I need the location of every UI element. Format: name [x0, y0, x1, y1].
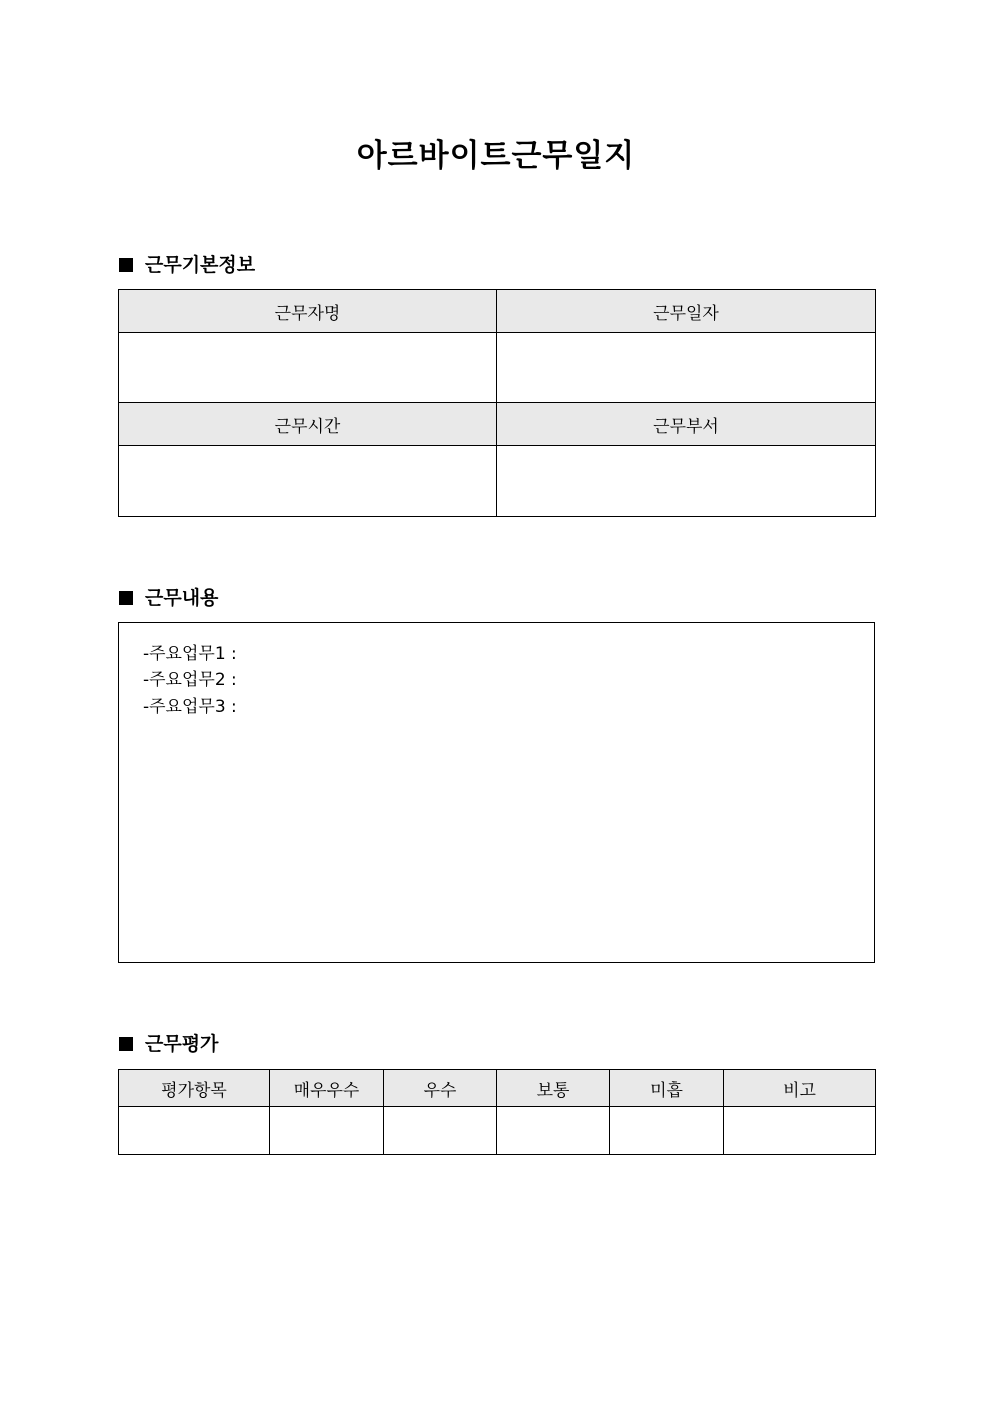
eval-excellent-cell[interactable]	[270, 1107, 384, 1155]
work-date-field[interactable]	[497, 333, 876, 403]
eval-remarks-cell[interactable]	[724, 1107, 876, 1155]
eval-col-excellent: 매우우수	[270, 1070, 384, 1107]
eval-good-cell[interactable]	[384, 1107, 497, 1155]
basic-info-heading-text: 근무기본정보	[145, 254, 256, 276]
eval-col-item: 평가항목	[119, 1070, 270, 1107]
worker-name-label: 근무자명	[119, 290, 497, 333]
task-line-2: -주요업무2 :	[143, 670, 237, 690]
square-bullet-icon	[119, 591, 133, 605]
task-line-1: -주요업무1 :	[143, 644, 237, 664]
basic-info-table	[118, 289, 876, 517]
evaluation-heading	[119, 1032, 218, 1056]
eval-col-remarks: 비고	[724, 1070, 876, 1107]
work-content-heading	[119, 586, 218, 610]
document-title: 아르바이트근무일지	[356, 138, 636, 174]
basic-info-heading	[119, 253, 255, 277]
work-date-label: 근무일자	[497, 290, 876, 333]
eval-col-average: 보통	[497, 1070, 610, 1107]
worker-name-field[interactable]	[119, 333, 497, 403]
eval-col-poor: 미흡	[610, 1070, 724, 1107]
work-department-field[interactable]	[497, 446, 876, 517]
evaluation-table	[118, 1069, 876, 1155]
eval-item-cell[interactable]	[119, 1107, 270, 1155]
work-hours-field[interactable]	[119, 446, 497, 517]
eval-col-good: 우수	[384, 1070, 497, 1107]
evaluation-heading-text: 근무평가	[145, 1033, 219, 1055]
eval-average-cell[interactable]	[497, 1107, 610, 1155]
eval-poor-cell[interactable]	[610, 1107, 724, 1155]
work-content-box[interactable]	[118, 622, 875, 963]
work-content-heading-text: 근무내용	[145, 587, 219, 609]
work-department-label: 근무부서	[497, 403, 876, 446]
square-bullet-icon	[119, 1037, 133, 1051]
square-bullet-icon	[119, 258, 133, 272]
task-line-3: -주요업무3 :	[143, 697, 237, 717]
work-hours-label: 근무시간	[119, 403, 497, 446]
